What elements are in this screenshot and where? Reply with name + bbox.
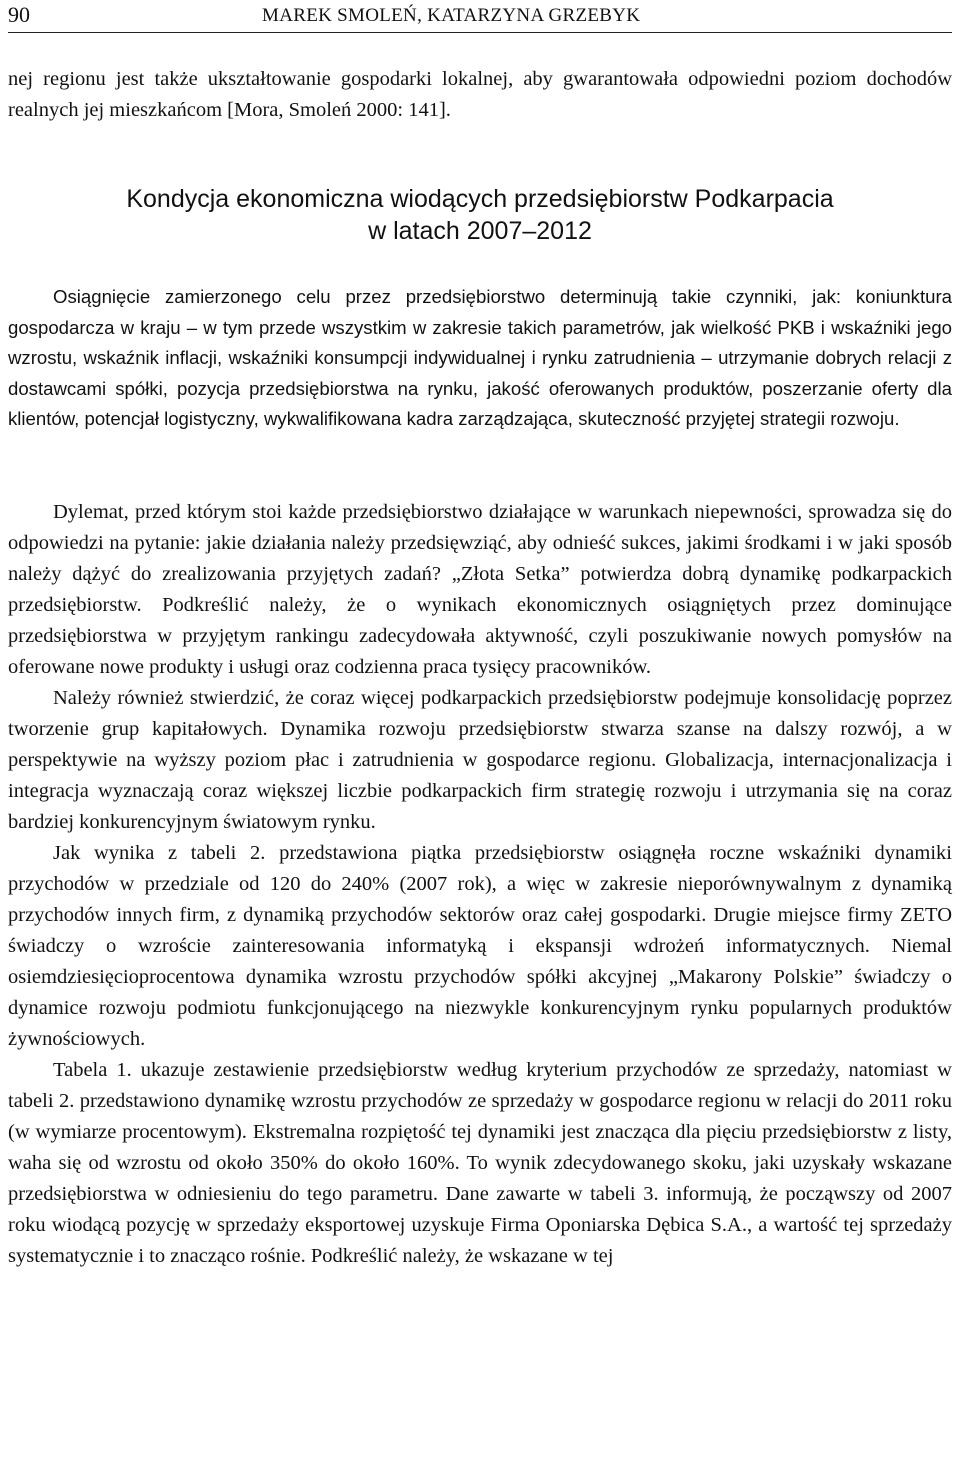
header-authors: MAREK SMOLEŃ, KATARZYNA GRZEBYK [262, 5, 641, 26]
paragraph-4: Jak wynika z tabeli 2. przedstawiona piątka przedsiębiorstw osiągnęła roczne wskaźniki dynamiki przychodów w przedziale od 120 do 240% (2007 rok), a więc w zakresie nieporównywalnym z dynamiką przychodów innych firm, z dynamiką przychodów sektorów oraz całej gospodarki. Drugie miejsce firmy ZETO świadczy o wzroście zainteresowania informatyką i ekspansji wdrożeń informatycznych. Niemal osiemdziesięcioprocentowa dynamika wzrostu przychodów spółki akcyjnej „Makarony Polskie” świadczy o dynamice rozwoju podmiotu funkcjonującego na niezwykle konkurencyjnym rynku popularnych produktów żywnościowych. [8, 842, 952, 1050]
section-heading-line-2: w latach 2007–2012 [368, 217, 592, 245]
paragraph-2: Dylemat, przed którym stoi każde przedsiębiorstwo działające w warunkach niepewności, sprowadza się do odpowiedzi na pytanie: jakie działania należy przedsięwziąć, aby odnieść sukces, jakimi środkami i w jaki sposób należy dążyć do zrealizowania przyjętych zadań? „Złota Setka” potwierdza dobrą dynamikę podkarpackich przedsiębiorstw. Podkreślić należy, że o wynikach ekonomicznych osiągniętych przez dominujące przedsiębiorstwa w przyjętym rankingu zadecydowała aktywność, czyli poszukiwanie nowych pomysłów na oferowane nowe produkty i usługi oraz codzienna praca tysięcy pracowników. [8, 501, 952, 678]
intro-paragraph: nej regionu jest także ukształtowanie gospodarki lokalnej, aby gwarantowała odpowiedni poziom dochodów realnych jej mieszkańcom [Mora, Smoleń 2000: 141]. [8, 68, 952, 121]
paragraph-1: Osiągnięcie zamierzonego celu przez przedsiębiorstwo determinują takie czynniki, jak: koniunktura gospodarcza w kraju – w tym przede wszystkim w zakresie takich parametrów, jak wielkość PKB i wskaźniki jego wzrostu, wskaźnik inflacji, wskaźniki konsumpcji indywidualnej i rynku zatrudnienia – utrzymanie dobrych relacji z dostawcami spółki, pozycja przedsiębiorstwa na rynku, jakość oferowanych produktów, poszerzanie oferty dla klientów, potencjał logistyczny, wykwalifikowana kadra zarządzająca, skuteczność przyjętej strategii rozwoju. [8, 286, 952, 429]
main-paragraphs [8, 497, 952, 1272]
paragraph-5: Tabela 1. ukazuje zestawienie przedsiębiorstw według kryterium przychodów ze sprzedaży, natomiast w tabeli 2. przedstawiono dynamikę wzrostu przychodów ze sprzedaży w gospodarce regionu w relacji do 2011 roku (w wymiarze procentowym). Ekstremalna rozpiętość tej dynamiki jest znacząca dla pięciu przedsiębiorstw z listy, waha się od wzrostu od około 350% do około 160%. To wynik zdecydowanego skoku, jaki uzyskały wskazane przedsiębiorstwa w odniesieniu do tego parametru. Dane zawarte w tabeli 3. informują, że począwszy od 2007 roku wiodącą pozycję w sprzedaży eksportowej uzyskuje Firma Oponiarska Dębica S.A., a wartość tej sprzedaży systematycznie i to znacząco rośnie. Podkreślić należy, że wskazane w tej [8, 1059, 952, 1267]
document-page [8, 0, 952, 1469]
running-header [8, 2, 952, 33]
page-number: 90 [8, 2, 30, 27]
paragraph-3: Należy również stwierdzić, że coraz więcej podkarpackich przedsiębiorstw podejmuje konsolidację poprzez tworzenie grup kapitałowych. Dynamika rozwoju przedsiębiorstw stwarza szanse na dalszy rozwój, a w perspektywie na wyższy poziom płac i zatrudnienia w gospodarce regionu. Globalizacja, internacjonalizacja i integracja wyznaczają coraz większej liczbie podkarpackich firm strategię rozwoju i utrzymania się na coraz bardziej konkurencyjnym światowym rynku. [8, 687, 952, 833]
section-heading-line-1: Kondycja ekonomiczna wiodących przedsiębiorstw Podkarpacia [126, 185, 834, 213]
section-heading [8, 183, 952, 247]
